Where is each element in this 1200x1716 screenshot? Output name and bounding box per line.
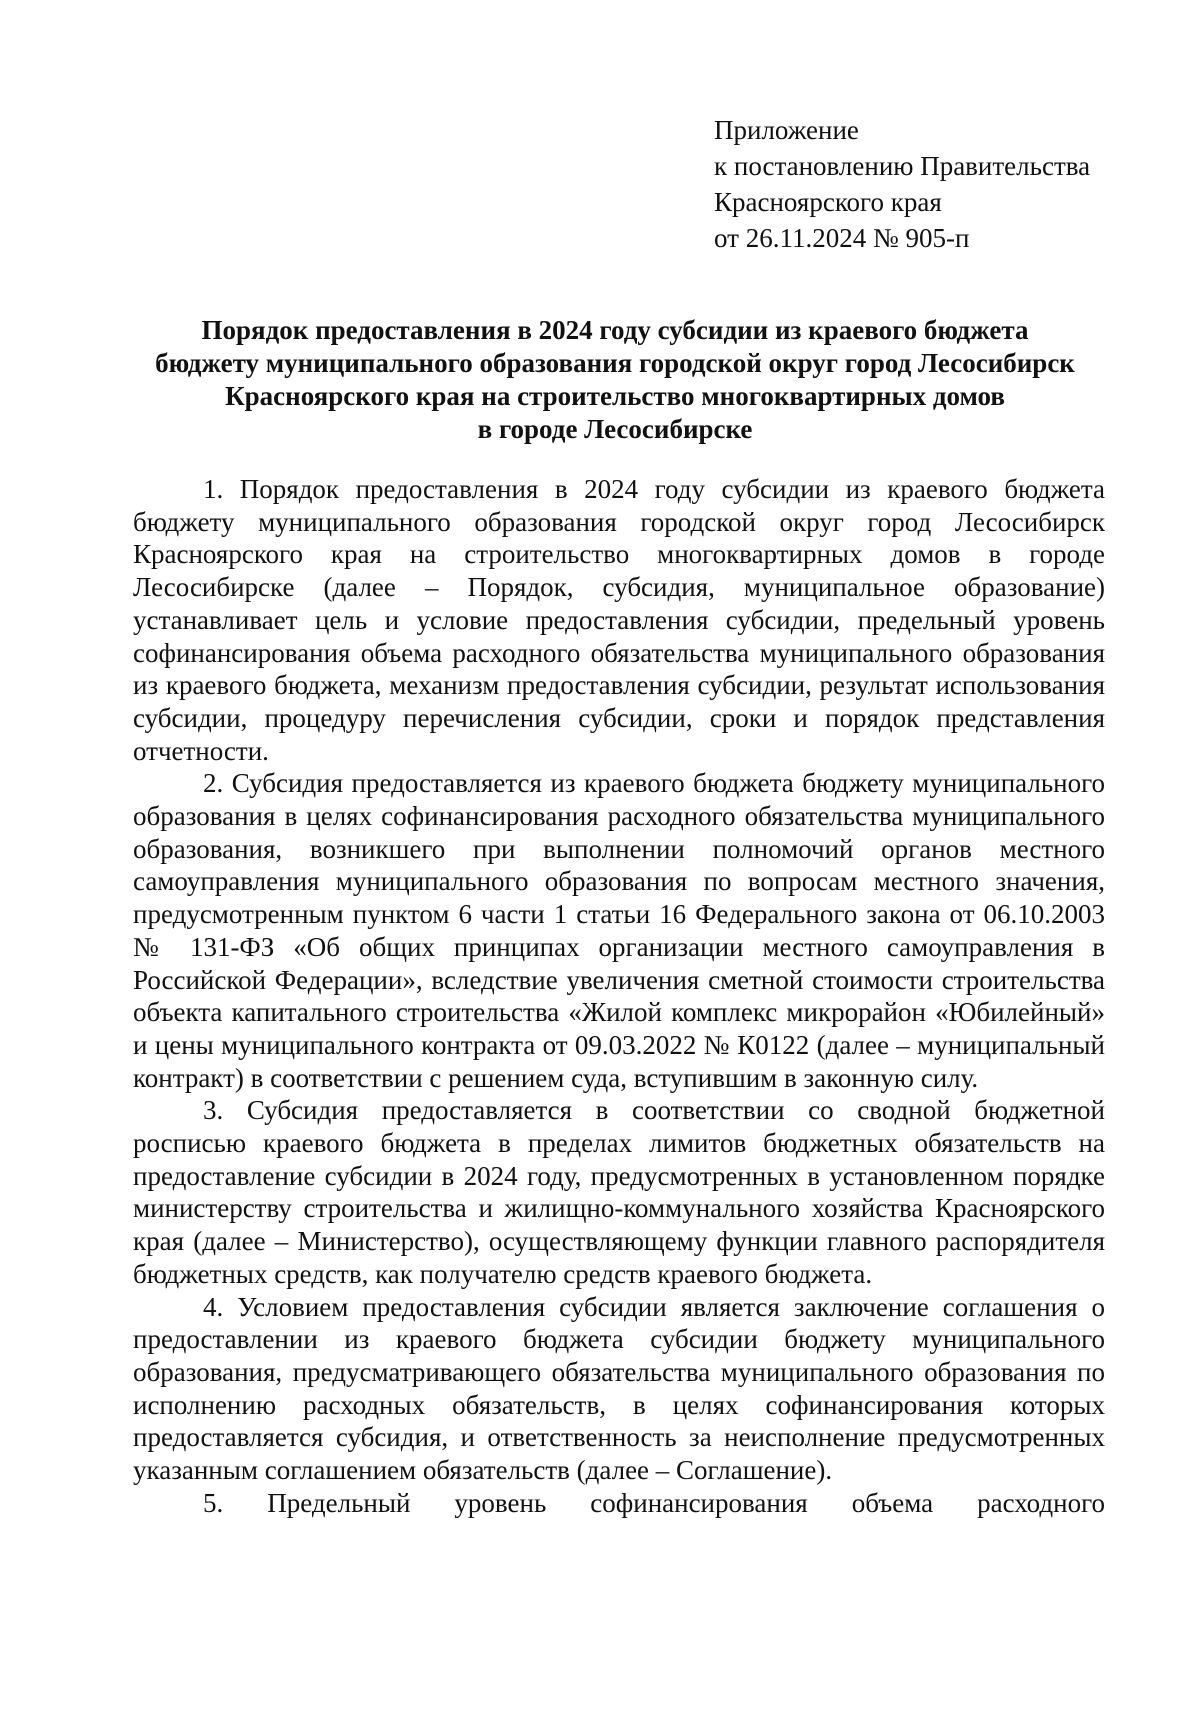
appendix-line: Приложение [714, 115, 859, 145]
paragraph-5: 5. Предельный уровень софинансирования объема расходного [203, 1487, 1105, 1518]
paragraph-2: 2. Субсидия предоставляется из краевого бюджета бюджету муниципального образования в целях софинансирования расходного обязательства муниципального образования, возникшего при выполнении полномочий органов местного самоуправления муниципального образования по вопросам местного значения, предусмотренным пунктом 6 части 1 статьи 16 Федерального закона от 06.10.2003 № 131-ФЗ «Об общих принципах организации местного самоуправления в Российской Федерации», вследствие увеличения сметной стоимости строительства объекта капитального строительства «Жилой комплекс микрорайон «Юбилейный» и цены муниципального контракта от 09.03.2022 № К0122 (далее – муниципальный контракт) в соответствии с решением суда, вступившим в законную силу. [133, 768, 1105, 1093]
appendix-block [714, 112, 1090, 256]
title-line: в городе Лесосибирске [477, 414, 753, 444]
title-line: Красноярского края на строительство многоквартирных домов [225, 381, 1005, 411]
paragraph-1: 1. Порядок предоставления в 2024 году субсидии из краевого бюджета бюджету муниципального образования городской округ город Лесосибирск Красноярского края на строительство многоквартирных домов в городе Лесосибирске (далее – Порядок, субсидия, муниципальное образование) устанавливает цель и условие предоставления субсидии, предельный уровень софинансирования объема расходного обязательства муниципального образования из краевого бюджета, механизм предоставления субсидии, результат использования субсидии, процедуру перечисления субсидии, сроки и порядок представления отчетности. [133, 474, 1105, 766]
appendix-line: к постановлению Правительства [714, 151, 1091, 181]
title-line: бюджету муниципального образования городской округ город Лесосибирск [155, 348, 1075, 378]
appendix-date-number: от 26.11.2024 № 905-п [714, 223, 970, 253]
title-line: Порядок предоставления в 2024 году субсидии из краевого бюджета [201, 315, 1029, 345]
appendix-line: Красноярского края [714, 187, 942, 217]
paragraph-4: 4. Условием предоставления субсидии является заключение соглашения о предоставлении из краевого бюджета субсидии бюджету муниципального образования, предусматривающего обязательства муниципального образования по исполнению расходных обязательств, в целях софинансирования которых предоставляется субсидия, и ответственность за неисполнение предусмотренных указанным соглашением обязательств (далее – Соглашение). [133, 1291, 1105, 1486]
document-body [133, 473, 1105, 1520]
document-title [120, 314, 1110, 446]
paragraph-3: 3. Субсидия предоставляется в соответствии со сводной бюджетной росписью краевого бюджета в пределах лимитов бюджетных обязательств на предоставление субсидии в 2024 году, предусмотренных в установленном порядке министерству строительства и жилищно-коммунального хозяйства Красноярского края (далее – Министерство), осуществляющему функции главного распорядителя бюджетных средств, как получателю средств краевого бюджета. [133, 1095, 1105, 1289]
